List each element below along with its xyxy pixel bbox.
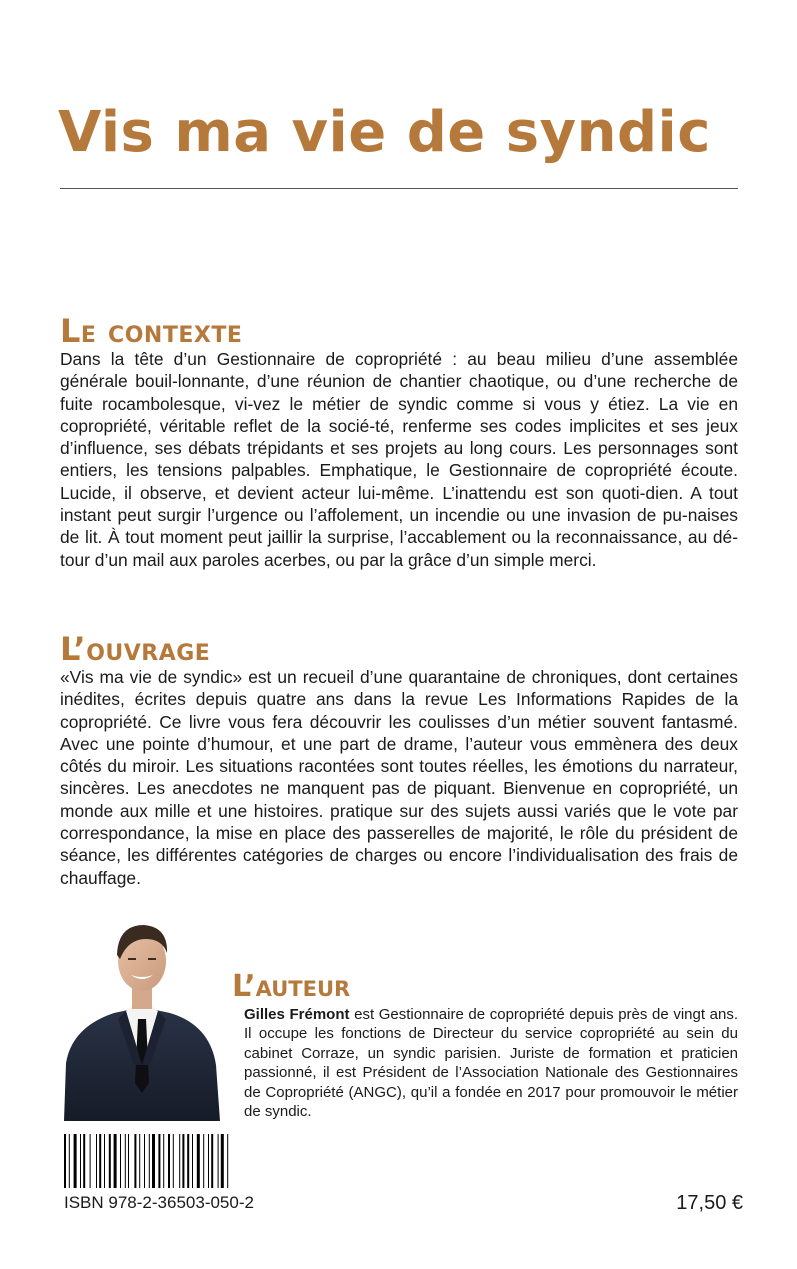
author-name: Gilles Frémont (244, 1006, 350, 1023)
book-title: Vis ma vie de syndic (58, 100, 711, 165)
ouvrage-text: «Vis ma vie de syndic» est un recueil d’une quarantaine de chroniques, dont certaines inédites, écrites depuis quatre ans dans la revue Les Informations Rapides de la copropriété. Ce livre vous fera découvrir les coulisses d’un métier souvent fantasmé. Avec une pointe d’humour, et une part de drame, l’auteur vous emmènera des deux côtés du miroir. Les situations racontées sont toutes réelles, les émotions du narrateur, sincères. Les anecdotes ne manquent pas de piquant. Bienvenue en copropriété, un monde aux mille et une histoires. pratique sur des sujets aussi variés que le vote par correspondance, la mise en place des passerelles de majorité, le rôle du président de séance, les différentes catégories de charges ou encore l’individualisation des frais de chauffage. (60, 667, 738, 888)
auteur-text (244, 1005, 738, 1121)
isbn-text: ISBN 978-2-36503-050-2 (64, 1193, 254, 1212)
ouvrage-heading: L’ouvrage (60, 630, 211, 668)
author-bio: est Gestionnaire de copropriété depuis près de vingt ans. Il occupe les fonctions de Directeur du service copropriété au sein du cabinet Corraze, un syndic parisien. Juriste de formation et praticien passionné, il est Président de l’Association Nationale des Gestionnaires de Copropriété (ANGC), qu’il a fondée en 2017 pour promouvoir le métier de syndic. (244, 1006, 738, 1121)
contexte-text: Dans la tête d’un Gestionnaire de copropriété : au beau milieu d’une assemblée générale bouil-lonnante, d’une réunion de chantier chaotique, ou d’une recherche de fuite rocambolesque, vi-vez le métier de syndic comme si vous y étiez. La vie en copropriété, véritable reflet de la socié-té, renferme ses codes implicites et ses jeux d’influence, ses débats trépidants et ses projets au long cours. Les personnages sont entiers, les tensions palpables. Emphatique, le Gestionnaire de copropriété écoute. Lucide, il observe, et devient acteur lui-même. L’inattendu est son quoti-dien. A tout instant peut surgir l’urgence ou l’affolement, un incendie ou une invasion de pu-naises de lit. À tout moment peut jaillir la surprise, l’accablement ou la reconnaissance, au dé-tour d’un mail aux paroles acerbes, ou par la grâce d’un simple merci. (60, 349, 738, 570)
isbn-barcode (64, 1134, 278, 1188)
title-divider (60, 188, 738, 189)
auteur-heading: L’auteur (232, 969, 351, 1004)
price: 17,50 € (676, 1192, 743, 1214)
contexte-heading: Le contexte (60, 312, 243, 350)
author-photo (64, 915, 220, 1121)
